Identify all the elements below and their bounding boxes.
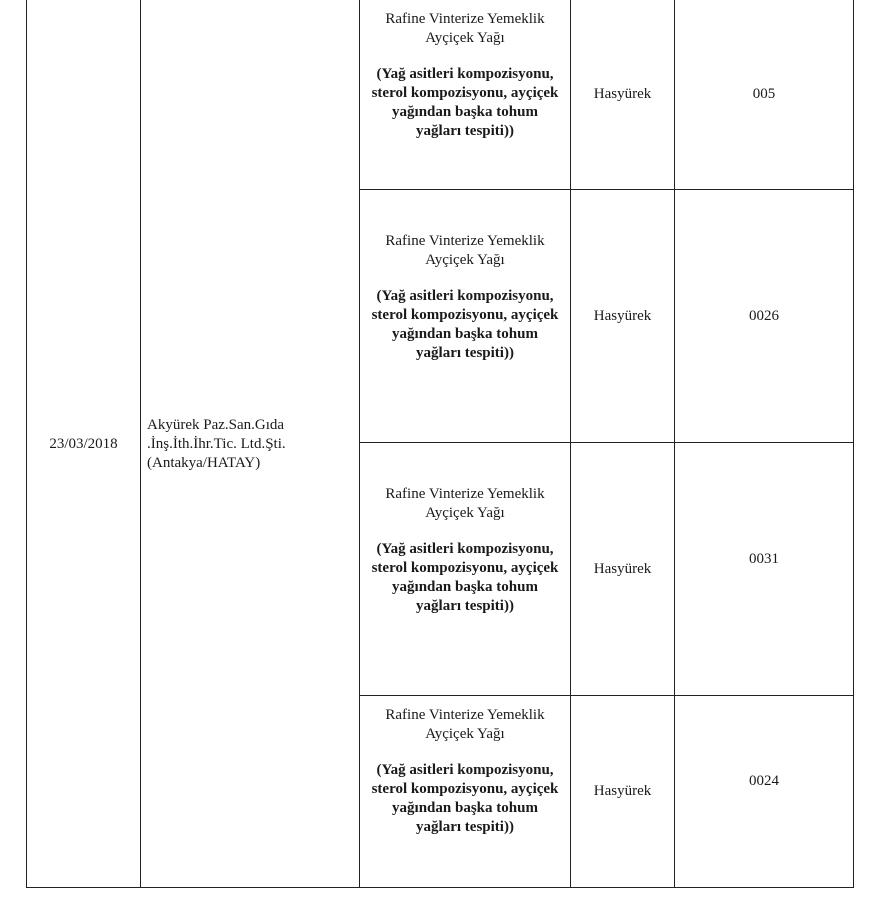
- lot-number: 0024: [749, 773, 779, 789]
- product-name: Rafine Vinterize Yemeklik Ayçiçek Yağı: [385, 11, 545, 46]
- product-cell: [360, 10, 570, 188]
- lot-number: 0031: [749, 550, 779, 567]
- company-name-line: .İnş.İth.İhr.Tic. Ltd.Şti.: [147, 435, 286, 452]
- product-name: Rafine Vinterize Yemeklik Ayçiçek Yağı: [385, 486, 545, 521]
- company-cell: [141, 0, 359, 888]
- analysis-description: (Yağ asitleri kompozisyonu, sterol kompozisyonu, ayçiçek yağından başka tohum yağları tespiti)): [371, 762, 559, 835]
- analysis-description: (Yağ asitleri kompozisyonu, sterol kompozisyonu, ayçiçek yağından başka tohum yağları tespiti)): [371, 288, 559, 361]
- brand-cell: [571, 190, 674, 442]
- product-name: Rafine Vinterize Yemeklik Ayçiçek Yağı: [385, 233, 545, 268]
- product-cell: [360, 485, 570, 695]
- lot-cell: [675, 443, 853, 675]
- lot-number: 0026: [749, 307, 779, 324]
- product-name: Rafine Vinterize Yemeklik Ayçiçek Yağı: [385, 707, 545, 742]
- analysis-description: (Yağ asitleri kompozisyonu, sterol kompozisyonu, ayçiçek yağından başka tohum yağları tespiti)): [371, 66, 559, 139]
- product-cell: [360, 232, 570, 442]
- table-border-right: [853, 0, 854, 888]
- product-cell: [360, 706, 570, 887]
- lot-cell: [675, 190, 853, 442]
- lot-number: 005: [752, 86, 776, 102]
- brand-name: Hasyürek: [593, 783, 652, 799]
- date-value: 23/03/2018: [49, 435, 118, 452]
- brand-name: Hasyürek: [593, 560, 652, 577]
- company-location: (Antakya/HATAY): [147, 454, 261, 471]
- analysis-description: (Yağ asitleri kompozisyonu, sterol kompozisyonu, ayçiçek yağından başka tohum yağları tespiti)): [371, 541, 559, 614]
- company-name-line: Akyürek Paz.San.Gıda: [147, 416, 285, 433]
- brand-cell: [571, 696, 674, 887]
- brand-name: Hasyürek: [593, 307, 652, 324]
- brand-cell: [571, 0, 674, 189]
- brand-cell: [571, 443, 674, 695]
- date-cell: [27, 0, 140, 888]
- lot-cell: [675, 0, 853, 189]
- brand-name: Hasyürek: [593, 86, 652, 102]
- lot-cell: [675, 696, 853, 867]
